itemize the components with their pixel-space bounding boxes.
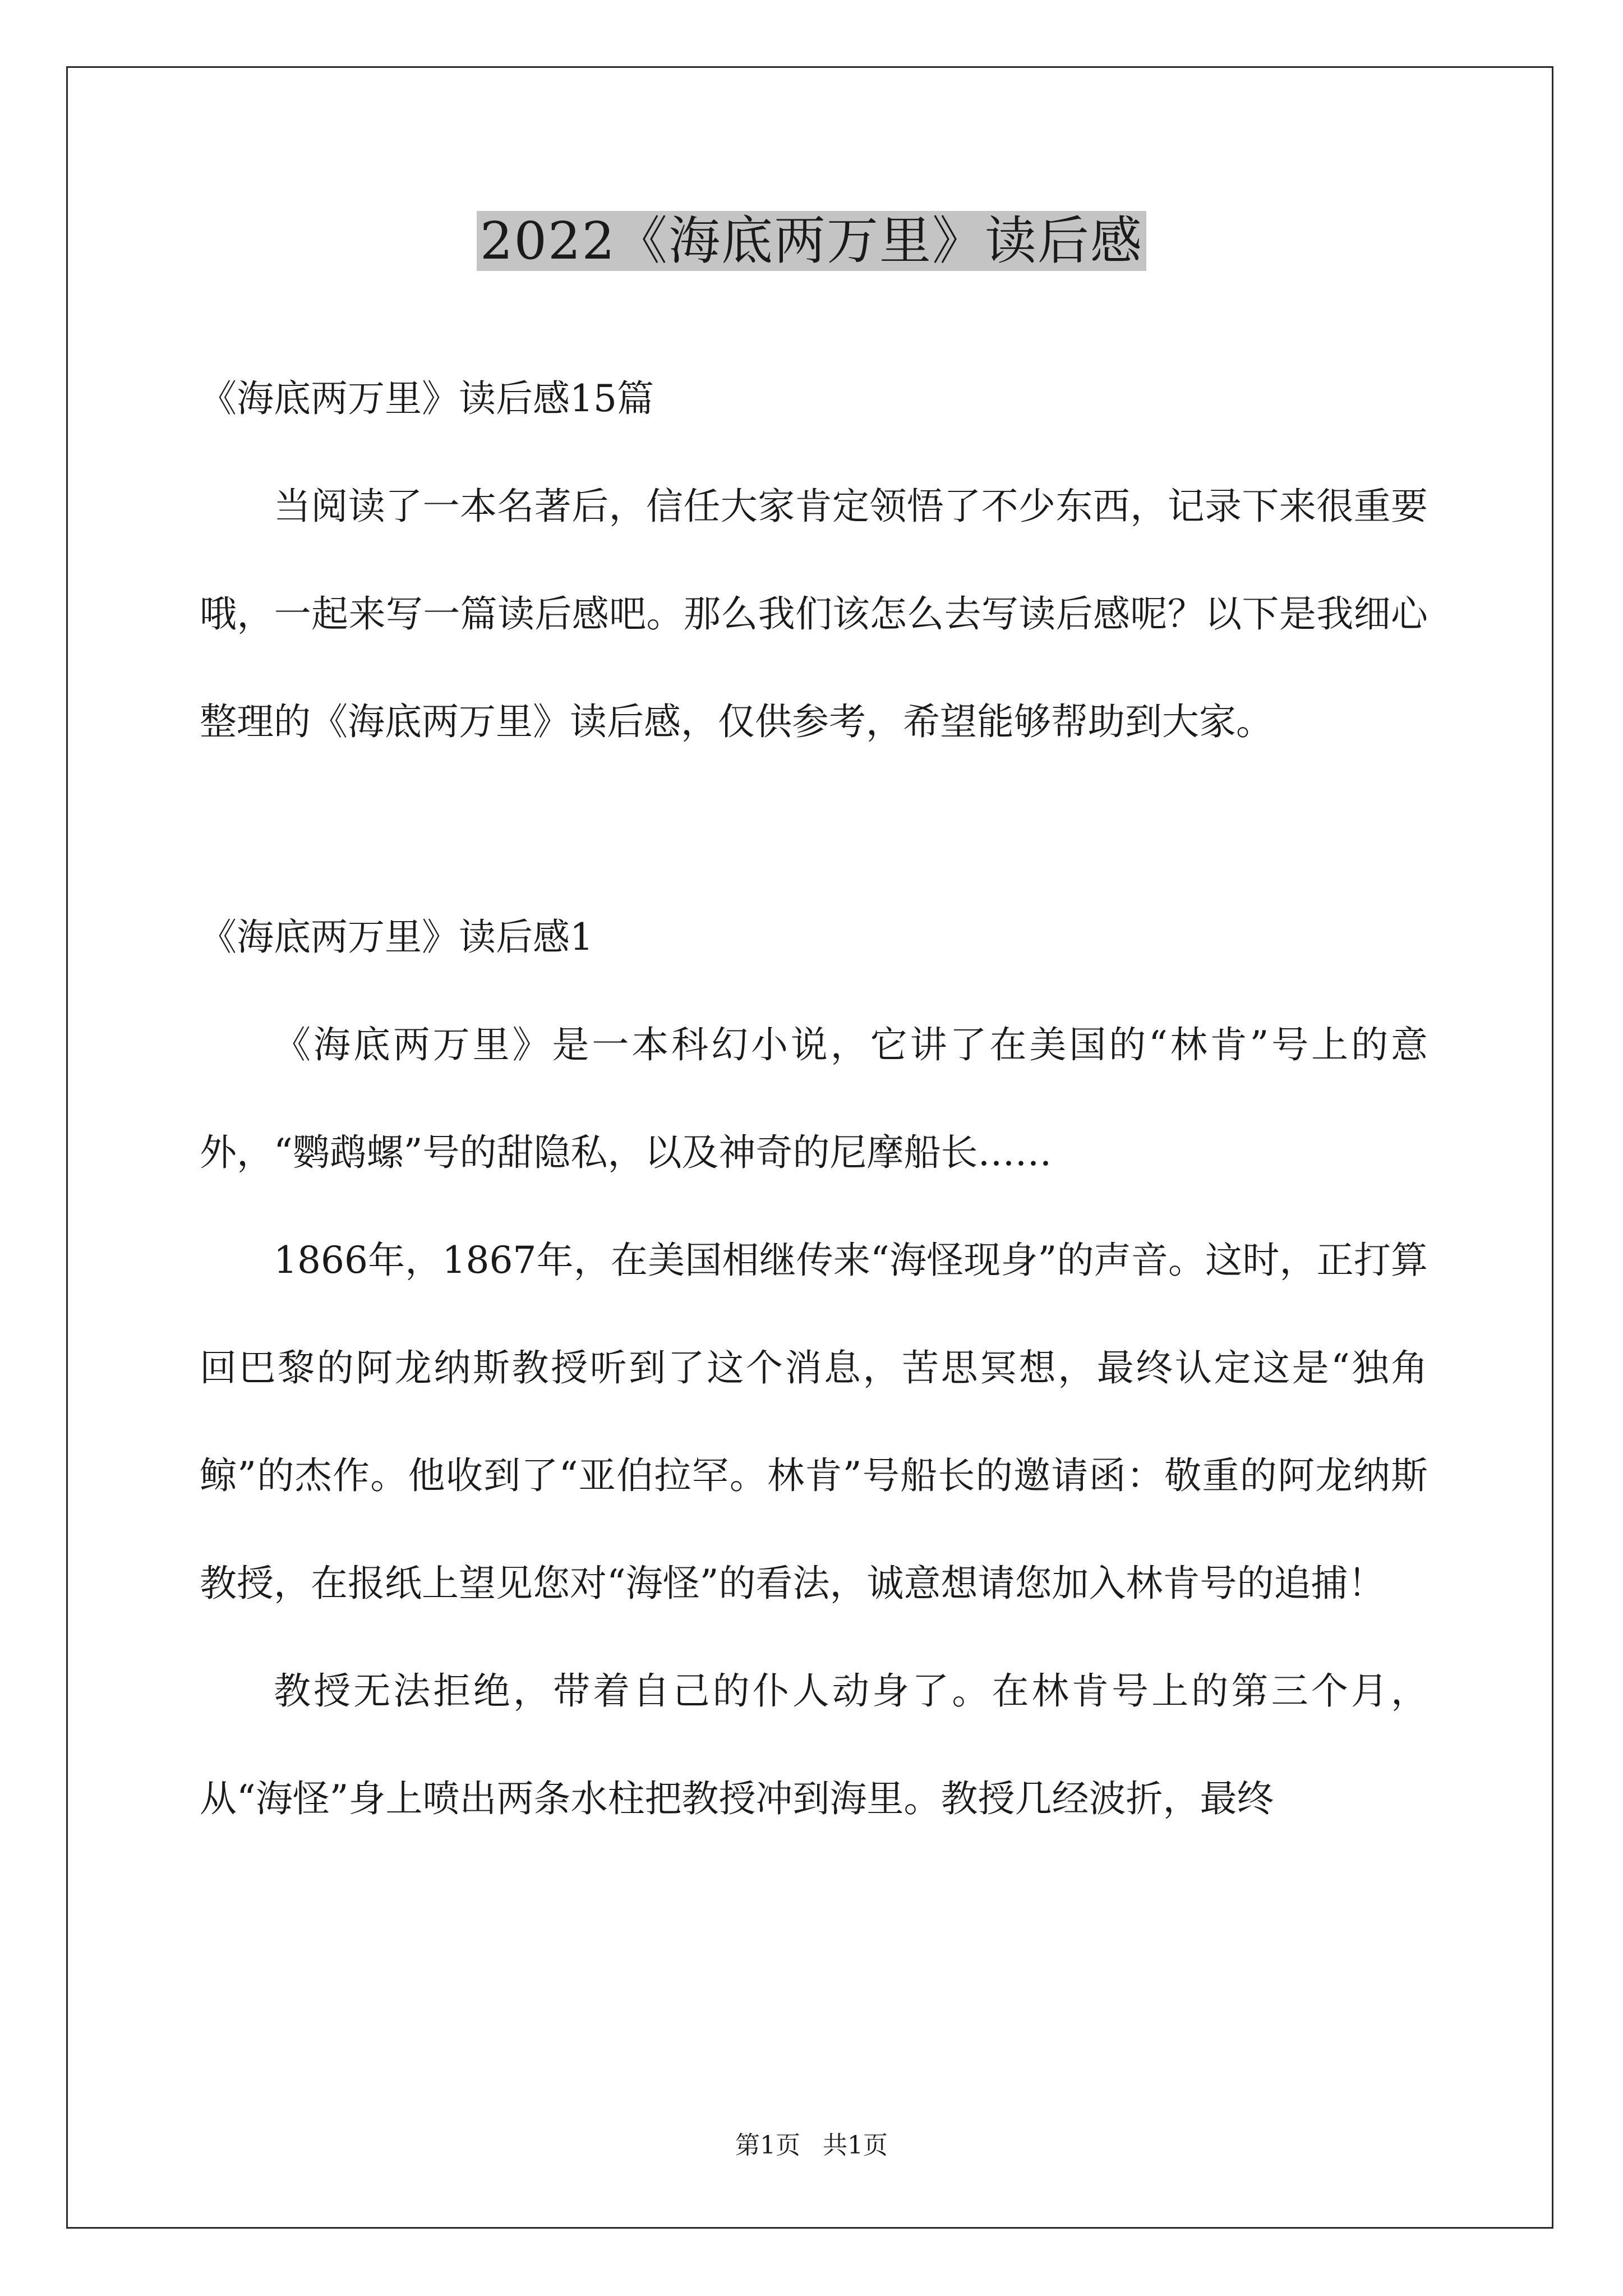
body-paragraph-3: 教授无法拒绝，带着自己的仆人动身了。在林肯号上的第三个月，从“海怪”身上喷出两条水柱把教授冲到海里。教授几经波折，最终 (200, 1669, 1428, 1820)
subtitle: 《海底两万里》读后感15篇 (200, 377, 654, 420)
page-number: 第1页 (735, 2131, 800, 2160)
section-gap (200, 776, 1428, 884)
body-paragraph-2: 1866年，1867年，在美国相继传来“海怪现身”的声音。这时，正打算回巴黎的阿龙纳斯教授听到了这个消息，苦思冥想，最终认定这是“独角鲸”的杰作。他收到了“亚伯拉罕。林肯”号船长的邀请函：敬重的阿龙纳斯教授，在报纸上望见您对“海怪”的看法，诚意想请您加入林肯号的追捕！ (200, 1239, 1428, 1605)
section-heading: 《海底两万里》读后感1 (200, 915, 593, 959)
document-title (0, 202, 1623, 280)
intro-paragraph: 当阅读了一本名著后，信任大家肯定领悟了不少东西，记录下来很重要哦，一起来写一篇读后感吧。那么我们该怎么去写读后感呢？以下是我细心整理的《海底两万里》读后感，仅供参考，希望能够帮助到大家。 (200, 485, 1428, 743)
document-title-text: 2022《海底两万里》读后感 (477, 211, 1146, 271)
document-body (200, 345, 1428, 1853)
page-footer (0, 2129, 1623, 2162)
body-paragraph-1: 《海底两万里》是一本科幻小说，它讲了在美国的“林肯”号上的意外，“鹦鹉螺”号的甜隐私，以及神奇的尼摩船长…… (200, 1023, 1428, 1174)
page-total: 共1页 (823, 2131, 888, 2160)
